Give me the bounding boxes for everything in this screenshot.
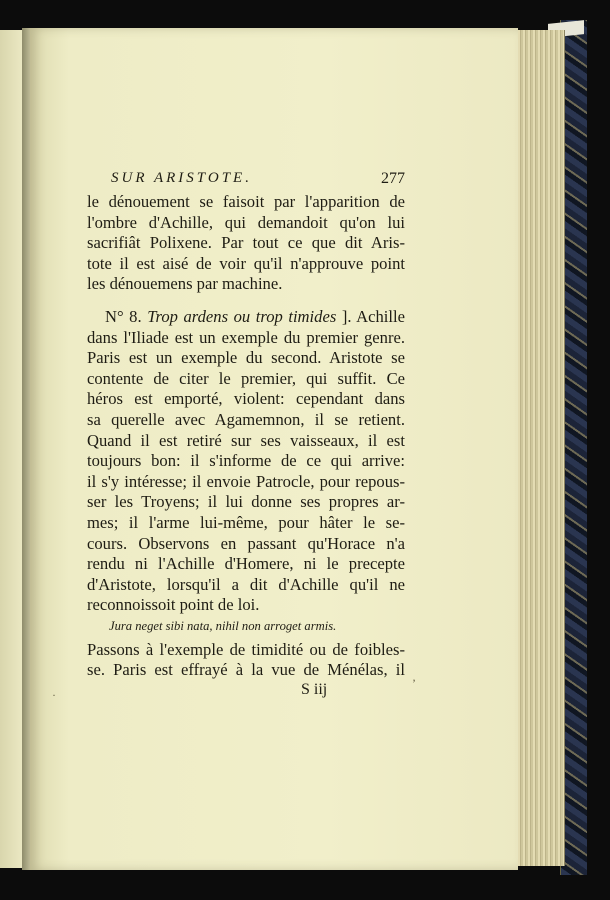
text-line: toujours bon: il s'informe de ce qui arrive: — [87, 451, 405, 471]
latin-quotation: Jura neget sibi nata, nihil non arroget armis. — [109, 618, 337, 633]
page-number: 277 — [381, 170, 405, 187]
signature-line — [87, 681, 405, 703]
running-head — [87, 168, 405, 192]
text-line: Paris est un exemple du second. Aristote se — [87, 348, 405, 368]
text-line: tote il est aisé de voir qu'il n'approuve point — [87, 253, 405, 273]
paragraph-2-first-line — [87, 307, 405, 328]
text-line: dans l'Iliade est un exemple du premier genre. — [87, 327, 405, 347]
stray-ink-mark: · — [52, 688, 56, 702]
printed-page — [30, 28, 518, 870]
text-line: Passons à l'exemple de timidité ou de foibles- — [87, 639, 405, 659]
text-line: les dénouemens par machine. — [87, 274, 283, 294]
paragraph-1 — [87, 192, 405, 295]
stray-ink-mark: ’ — [412, 676, 416, 690]
note-number: N° 8. — [105, 306, 142, 326]
lemma: Trop ardens ou trop timides — [147, 306, 337, 326]
text-line: d'Aristote, lorsqu'il a dit d'Achille qu'il ne — [87, 574, 405, 594]
paragraph-3 — [87, 640, 405, 681]
running-title: SUR ARISTOTE. — [111, 170, 252, 186]
text-line: sa querelle avec Agamemnon, il se retient. — [87, 409, 405, 429]
text-line: mes; il l'arme lui-même, pour hâter le se- — [87, 512, 405, 532]
paragraph-2 — [87, 307, 405, 616]
text-line: héros est emporté, violent: cependant dans — [87, 389, 405, 409]
text-line: se. Paris est effrayé à la vue de Ménélas, il — [87, 660, 405, 680]
text-line: cours. Observons en passant qu'Horace n'a — [87, 533, 405, 553]
text-line: Quand il est retiré sur ses vaisseaux, il est — [87, 430, 405, 450]
text-line: l'ombre d'Achille, qui demandoit qu'on lui — [87, 212, 405, 232]
lemma-close: ]. Achille — [341, 306, 405, 326]
text-line: reconnoissoit point de loi. — [87, 595, 260, 615]
text-line: contente de citer le premier, qui suffit. Ce — [87, 368, 405, 388]
text-block — [87, 168, 405, 703]
page-edges — [516, 30, 565, 866]
signature-mark: S iij — [301, 681, 328, 699]
text-line: le dénouement se faisoit par l'apparition de — [87, 192, 405, 211]
text-line: ser les Troyens; il lui donne ses propres ar- — [87, 492, 405, 512]
text-line: sacrifiât Polixene. Par tout ce que dit Aris- — [87, 233, 405, 253]
text-line: il s'y intéresse; il envoie Patrocle, pour repous- — [87, 471, 405, 491]
text-line: rendu ni l'Achille d'Homere, ni le precepte — [87, 554, 405, 574]
